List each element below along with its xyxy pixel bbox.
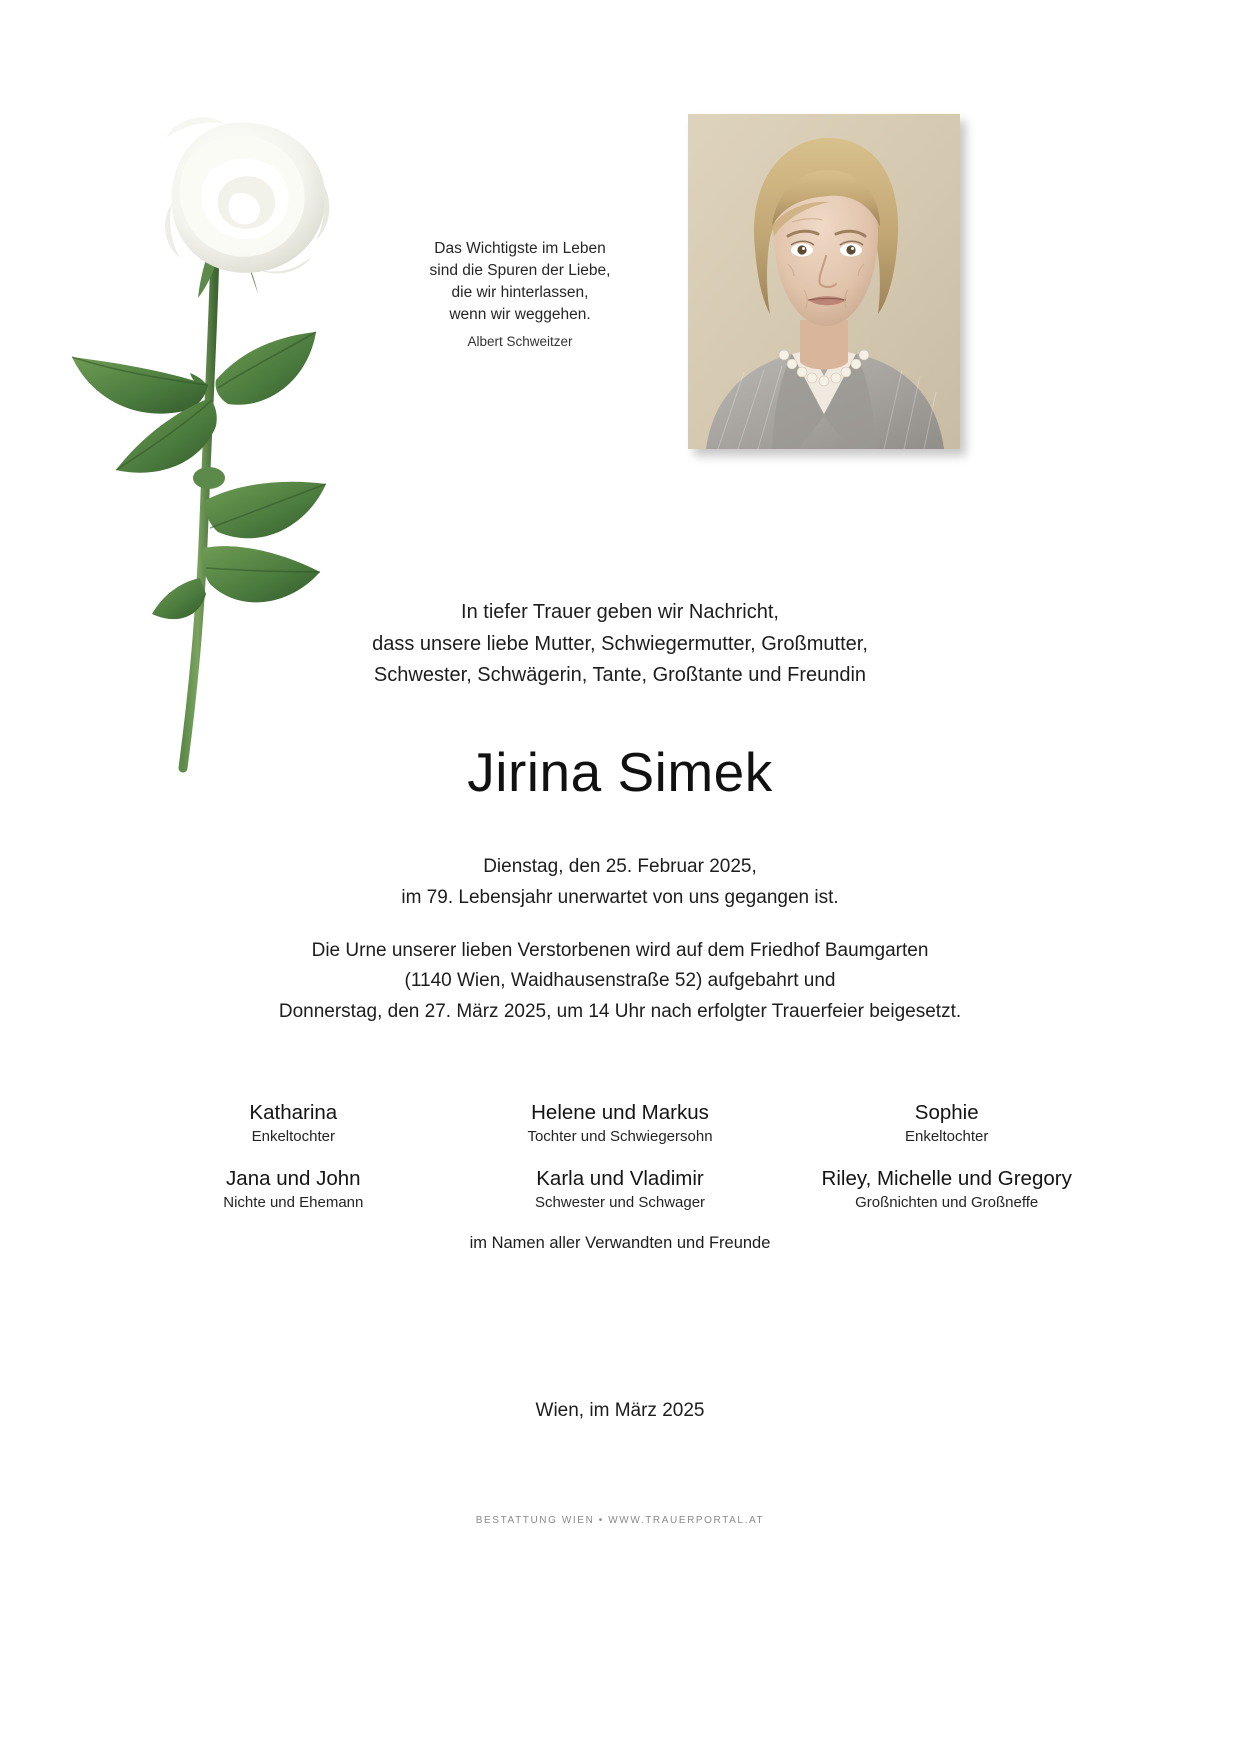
family-member-relation: Tochter und Schwiegersohn bbox=[527, 1127, 713, 1145]
detail-line-1: Dienstag, den 25. Februar 2025, bbox=[483, 856, 757, 877]
family-member-relation: Großnichten und Großneffe bbox=[855, 1193, 1039, 1211]
family-list bbox=[130, 1100, 1110, 1253]
family-member bbox=[783, 1166, 1110, 1212]
family-closing-text: im Namen aller Verwandten und Freunde bbox=[469, 1234, 771, 1253]
family-member-relation: Schwester und Schwager bbox=[534, 1193, 706, 1211]
portrait-photo bbox=[688, 114, 960, 449]
family-member-names: Karla und Vladimir bbox=[536, 1167, 704, 1191]
memorial-quote bbox=[320, 238, 720, 351]
funeral-details bbox=[130, 852, 1110, 1028]
family-member bbox=[130, 1166, 457, 1212]
quote-line-3: die wir hinterlassen, bbox=[451, 284, 589, 301]
detail-line-4: (1140 Wien, Waidhausenstraße 52) aufgebahrt und bbox=[404, 970, 836, 992]
family-member bbox=[130, 1100, 457, 1146]
family-member-relation: Enkeltochter bbox=[251, 1127, 335, 1145]
family-member-relation: Enkeltochter bbox=[904, 1127, 989, 1145]
family-member-names: Riley, Michelle und Gregory bbox=[821, 1167, 1072, 1191]
announcement-line-3: Schwester, Schwägerin, Tante, Großtante und Freundin bbox=[373, 664, 867, 687]
quote-line-2: sind die Spuren der Liebe, bbox=[429, 262, 611, 279]
family-row bbox=[130, 1100, 1110, 1146]
family-row bbox=[130, 1166, 1110, 1212]
detail-line-2: im 79. Lebensjahr unerwartet von uns gegangen ist. bbox=[401, 886, 839, 908]
family-member-names: Jana und John bbox=[226, 1167, 361, 1191]
family-member bbox=[457, 1100, 784, 1146]
quote-author: Albert Schweitzer bbox=[467, 334, 573, 349]
quote-line-1: Das Wichtigste im Leben bbox=[434, 240, 606, 257]
announcement-line-1: In tiefer Trauer geben wir Nachricht, bbox=[461, 601, 779, 623]
family-member-names: Katharina bbox=[249, 1101, 338, 1124]
detail-line-5: Donnerstag, den 27. März 2025, um 14 Uhr nach erfolgter Trauerfeier beigesetzt. bbox=[278, 1001, 962, 1023]
family-member-relation: Nichte und Ehemann bbox=[223, 1193, 364, 1211]
family-member bbox=[457, 1166, 784, 1212]
family-member-names: Helene und Markus bbox=[531, 1101, 709, 1124]
footer-credit: BESTATTUNG WIEN • WWW.TRAUERPORTAL.AT bbox=[475, 1515, 765, 1526]
family-member-names: Sophie bbox=[914, 1101, 979, 1124]
place-and-date: Wien, im März 2025 bbox=[535, 1400, 705, 1421]
detail-line-3: Die Urne unserer lieben Verstorbenen wird auf dem Friedhof Baumgarten bbox=[311, 939, 929, 961]
deceased-name: Jirina Simek bbox=[467, 741, 773, 803]
announcement-text bbox=[130, 597, 1110, 692]
quote-line-4: wenn wir weggehen. bbox=[449, 306, 591, 323]
announcement-line-2: dass unsere liebe Mutter, Schwiegermutter, Großmutter, bbox=[372, 632, 868, 655]
family-member bbox=[783, 1100, 1110, 1146]
